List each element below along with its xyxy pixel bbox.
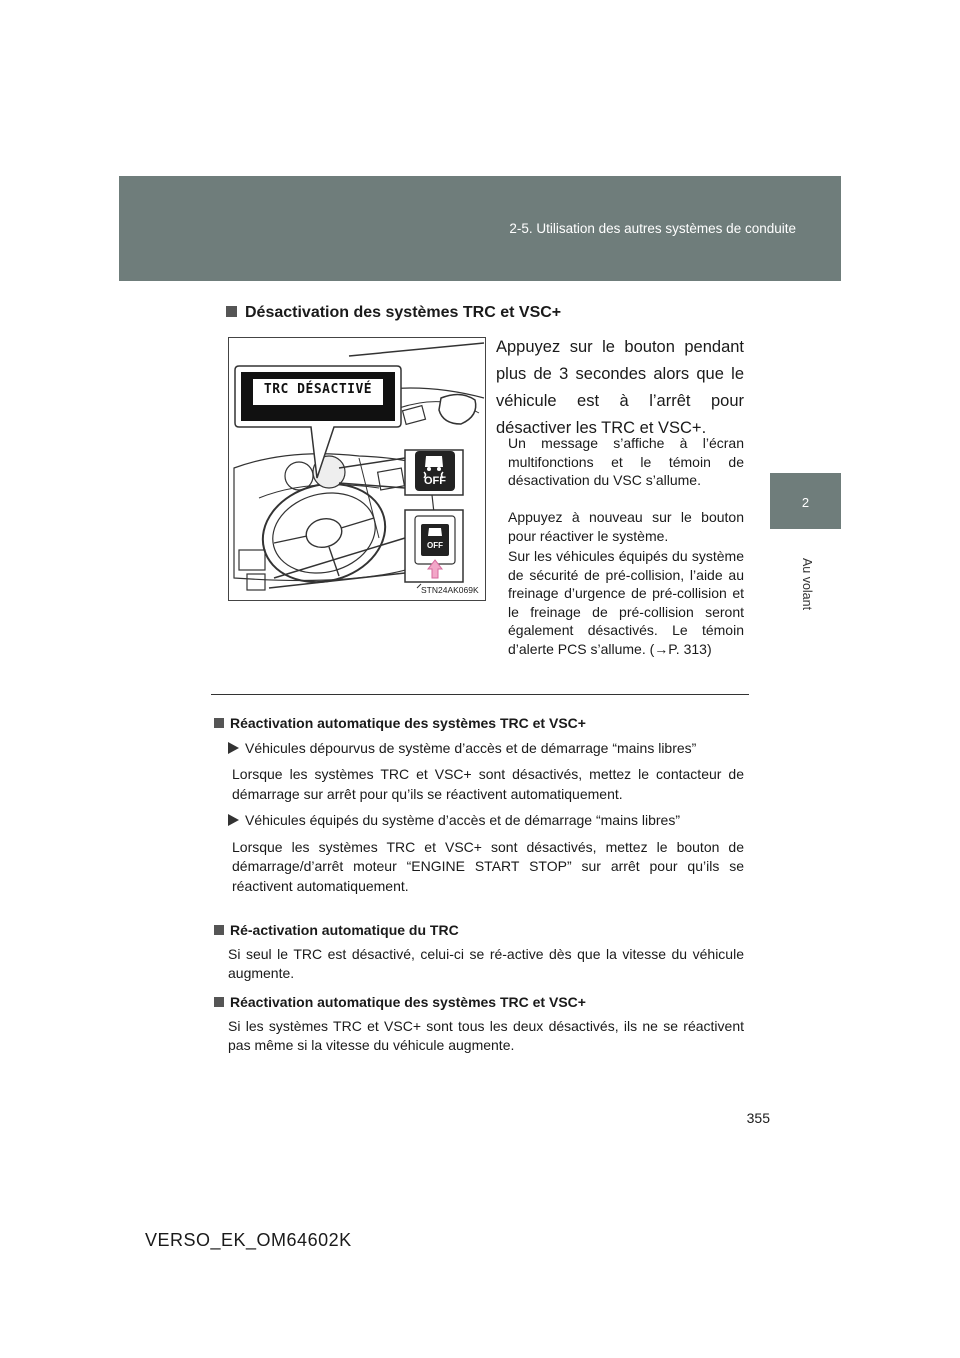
info-block-title [214,714,744,734]
square-bullet-icon [214,997,224,1007]
triangle-bullet-icon [228,814,239,826]
note-2 [508,508,744,545]
note-text: Appuyez à nouveau sur le bouton pour réactiver le système. [508,509,744,544]
info-block-text: Si les systèmes TRC et VSC+ sont tous les deux désactivés, ils ne se réactivent pas même si la vitesse du véhicule augmente. [228,1017,744,1053]
intro-paragraph [496,334,744,442]
chapter-header-title: 2-5. Utilisation des autres systèmes de conduite [509,221,796,236]
section-title [226,304,561,322]
intro-text: Appuyez sur le bouton pendant plus de 3 secondes alors que le véhicule est à l’arrêt pour désactiver les TRC et VSC+. [496,338,744,437]
info-block-text: Si seul le TRC est désactivé, celui-ci se ré-active dès que la vitesse du véhicule augmente. [228,945,744,981]
sub-item-text: Lorsque les systèmes TRC et VSC+ sont désactivés, mettez le bouton de démarrage/d’arrêt moteur “ENGINE START STOP” sur arrêt pour qu’ils se réactivent automatiquement. [232,838,744,894]
sub-item-label [214,739,744,759]
square-bullet-icon [214,925,224,935]
chapter-tab-label-wrap [792,545,814,625]
dashboard-drawing [229,338,485,600]
figure-code: STN24AK069K [421,585,479,595]
triangle-bullet-icon [228,742,239,754]
info-block-title-text: Réactivation automatique des systèmes TRC et VSC+ [230,994,586,1010]
chapter-tab-label: Au volant [800,557,814,611]
note-1 [508,434,744,490]
dashboard-illustration [228,337,486,601]
info-block-title [214,921,744,941]
chapter-tab-number: 2 [801,495,810,510]
info-block-title-text: Réactivation automatique des systèmes TRC et VSC+ [230,715,586,731]
section-title-text: Désactivation des systèmes TRC et VSC+ [245,304,562,321]
info-block-title-text: Ré-activation automatique du TRC [230,922,459,938]
info-block-1 [214,714,744,896]
sub-item-text: Lorsque les systèmes TRC et VSC+ sont désactivés, mettez le contacteur de démarrage sur arrêt pour qu’ils se réactivent automatiquement. [232,766,744,802]
note-text: Sur les véhicules équipés du système de sécurité de pré-collision, l’aide au freinage d’urgence de pré-collision et le freinage de pré-collision seront également désactivés. Le témoin d’alerte PCS s’allume. (→P. 313) [508,548,744,657]
display-message: TRC DÉSACTIVÉ [263,382,373,397]
footer-code: VERSO_EK_OM64602K [145,1230,352,1250]
divider [211,694,749,695]
info-block-title [214,993,744,1013]
square-bullet-icon [226,306,237,317]
info-block-3 [214,993,744,1056]
page-number: 355 [746,1110,770,1126]
sub-item-label-text: Véhicules équipés du système d’accès et de démarrage “mains libres” [245,812,680,828]
square-bullet-icon [214,718,224,728]
off-button-label-small: OFF [427,541,443,550]
info-block-2 [214,921,744,984]
sub-item-label [214,811,744,831]
off-button-label: OFF [424,475,446,487]
note-text: Un message s’affiche à l’écran multifonctions et le témoin de désactivation du VSC s’allume. [508,435,744,488]
note-3 [508,547,744,658]
sub-item-label-text: Véhicules dépourvus de système d’accès et de démarrage “mains libres” [245,739,697,756]
